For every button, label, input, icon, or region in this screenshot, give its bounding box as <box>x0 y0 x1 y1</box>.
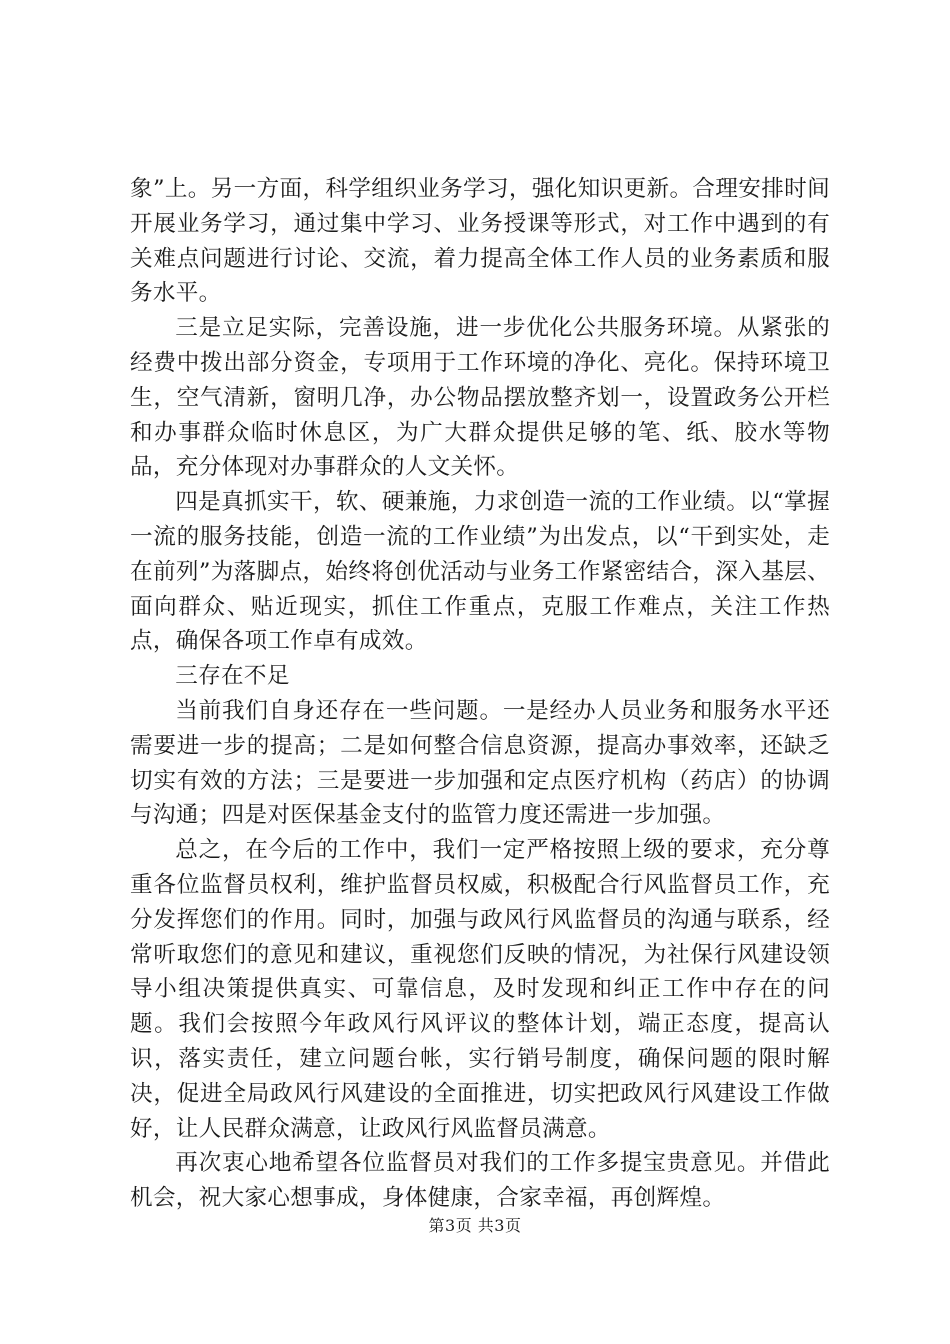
paragraph-6: 再次衷心地希望各位监督员对我们的工作多提宝贵意见。并借此机会，祝大家心想事成，身体健康，合家幸福，再创辉煌。 <box>130 1150 830 1212</box>
paragraph-5: 总之，在今后的工作中，我们一定严格按照上级的要求，充分尊重各位监督员权利，维护监督员权威，积极配合行风监督员工作，充分发挥您们的作用。同时，加强与政风行风监督员的沟通与联系，经常听取您们的意见和建议，重视您们反映的情况，为社保行风建设领导小组决策提供真实、可靠信息，及时发现和纠正工作中存在的问题。我们会按照今年政风行风评议的整体计划，端正态度，提高认识，落实责任，建立问题台帐，实行销号制度，确保问题的限时解决，促进全局政风行风建设的全面推进，切实把政风行风建设工作做好，让人民群众满意，让政风行风监督员满意。 <box>130 837 830 1142</box>
paragraph-3: 四是真抓实干，软、硬兼施，力求创造一流的工作业绩。以“掌握一流的服务技能，创造一流的工作业绩”为出发点，以“干到实处，走在前列”为落脚点，始终将创优活动与业务工作紧密结合，深入基层、面向群众、贴近现实，抓住工作重点，克服工作难点，关注工作热点，确保各项工作卓有成效。 <box>130 489 830 655</box>
paragraph-1: 象”上。另一方面，科学组织业务学习，强化知识更新。合理安排时间开展业务学习，通过集中学习、业务授课等形式，对工作中遇到的有关难点问题进行讨论、交流，着力提高全体工作人员的业务素质和服务水平。 <box>130 176 830 307</box>
document-body <box>130 172 830 1216</box>
section-heading: 三存在不足 <box>175 663 290 690</box>
paragraph-2: 三是立足实际，完善设施，进一步优化公共服务环境。从紧张的经费中拨出部分资金，专项用于工作环境的净化、亮化。保持环境卫生，空气清新，窗明几净，办公物品摆放整齐划一，设置政务公开栏和办事群众临时休息区，为广大群众提供足够的笔、纸、胶水等物品，充分体现对办事群众的人文关怀。 <box>130 315 830 481</box>
paragraph-4: 当前我们自身还存在一些问题。一是经办人员业务和服务水平还需要进一步的提高；二是如何整合信息资源，提高办事效率，还缺乏切实有效的方法；三是要进一步加强和定点医疗机构（药店）的协调与沟通；四是对医保基金支付的监管力度还需进一步加强。 <box>130 697 830 829</box>
page-number-footer: 第3页 共3页 <box>428 1216 522 1235</box>
